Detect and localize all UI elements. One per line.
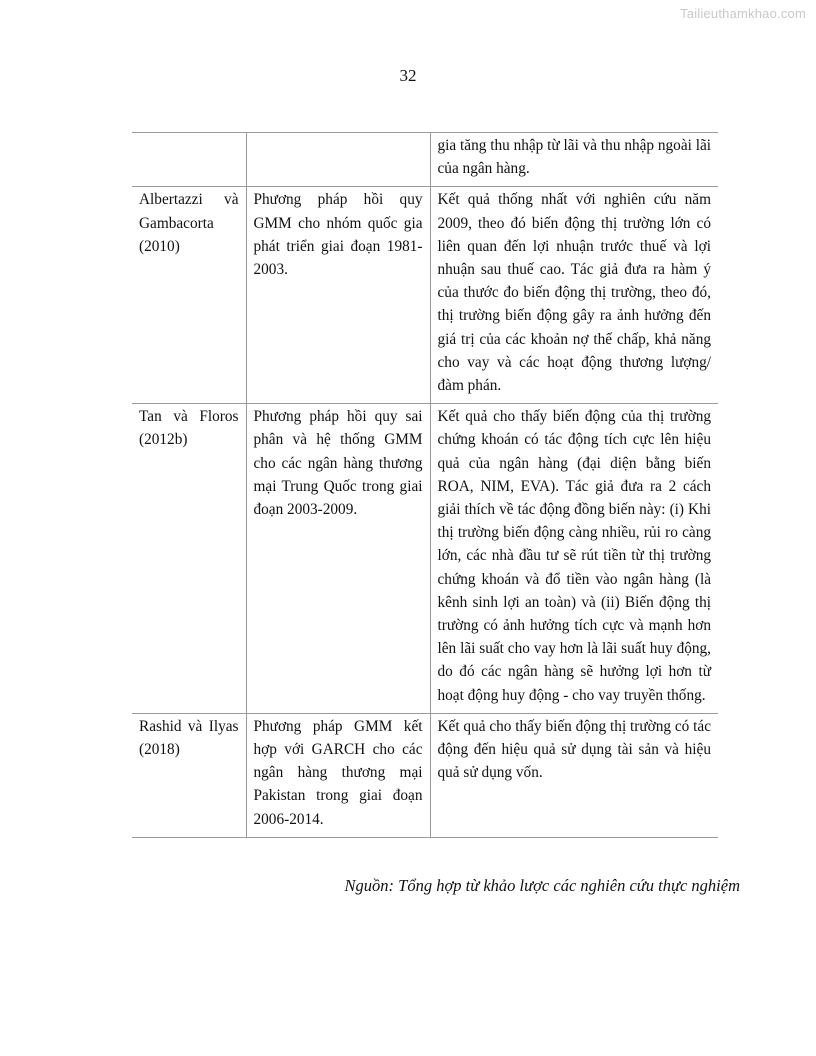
author-cell: Rashid và Ilyas (2018) — [132, 713, 246, 837]
watermark: Tailieuthamkhao.com — [680, 6, 806, 21]
author-cell — [132, 133, 246, 187]
literature-table — [132, 132, 718, 838]
author-cell: Tan và Floros (2012b) — [132, 404, 246, 714]
method-cell: Phương pháp GMM kết hợp với GARCH cho các ngân hàng thương mại Pakistan trong giai đoạn 2006-2014. — [246, 713, 430, 837]
table-row — [132, 713, 718, 837]
source-note: Nguồn: Tổng hợp từ khảo lược các nghiên cứu thực nghiệm — [344, 876, 740, 895]
author-cell: Albertazzi và Gambacorta (2010) — [132, 187, 246, 404]
method-cell: Phương pháp hồi quy sai phân và hệ thống GMM cho các ngân hàng thương mại Trung Quốc trong giai đoạn 2003-2009. — [246, 404, 430, 714]
table-row — [132, 404, 718, 714]
page-number: 32 — [399, 66, 417, 85]
result-cell: Kết quả cho thấy biến động thị trường có tác động đến hiệu quả sử dụng tài sản và hiệu quả sử dụng vốn. — [430, 713, 718, 837]
method-cell — [246, 133, 430, 187]
result-cell: Kết quả cho thấy biến động của thị trường chứng khoán có tác động tích cực lên hiệu quả của ngân hàng (đại diện bằng biến ROA, NIM, EVA). Tác giả đưa ra 2 cách giải thích về tác động đồng biến này: (i) Khi thị trường biến động càng nhiều, rủi ro càng lớn, các nhà đầu tư sẽ rút tiền từ thị trường chứng khoán và đổ tiền vào ngân hàng (là kênh sinh lợi an toàn) và (ii) Biến động thị trường có ảnh hưởng tích cực và mạnh hơn lên lãi suất cho vay hơn là lãi suất huy động, do đó các ngân hàng sẽ hưởng lợi hơn từ hoạt động huy động - cho vay truyền thống. — [430, 404, 718, 714]
table-row — [132, 133, 718, 187]
table-row — [132, 187, 718, 404]
result-cell: gia tăng thu nhập từ lãi và thu nhập ngoài lãi của ngân hàng. — [430, 133, 718, 187]
method-cell: Phương pháp hồi quy GMM cho nhóm quốc gia phát triển giai đoạn 1981-2003. — [246, 187, 430, 404]
result-cell: Kết quả thống nhất với nghiên cứu năm 2009, theo đó biến động thị trường lớn có liên quan đến lợi nhuận trước thuế và lợi nhuận sau thuế cao. Tác giả đưa ra hàm ý của thước đo biến động thị trường, theo đó, thị trường biến động gây ra ảnh hưởng đến giá trị của các khoản nợ thế chấp, khả năng cho vay và các hoạt động thương lượng/ đàm phán. — [430, 187, 718, 404]
